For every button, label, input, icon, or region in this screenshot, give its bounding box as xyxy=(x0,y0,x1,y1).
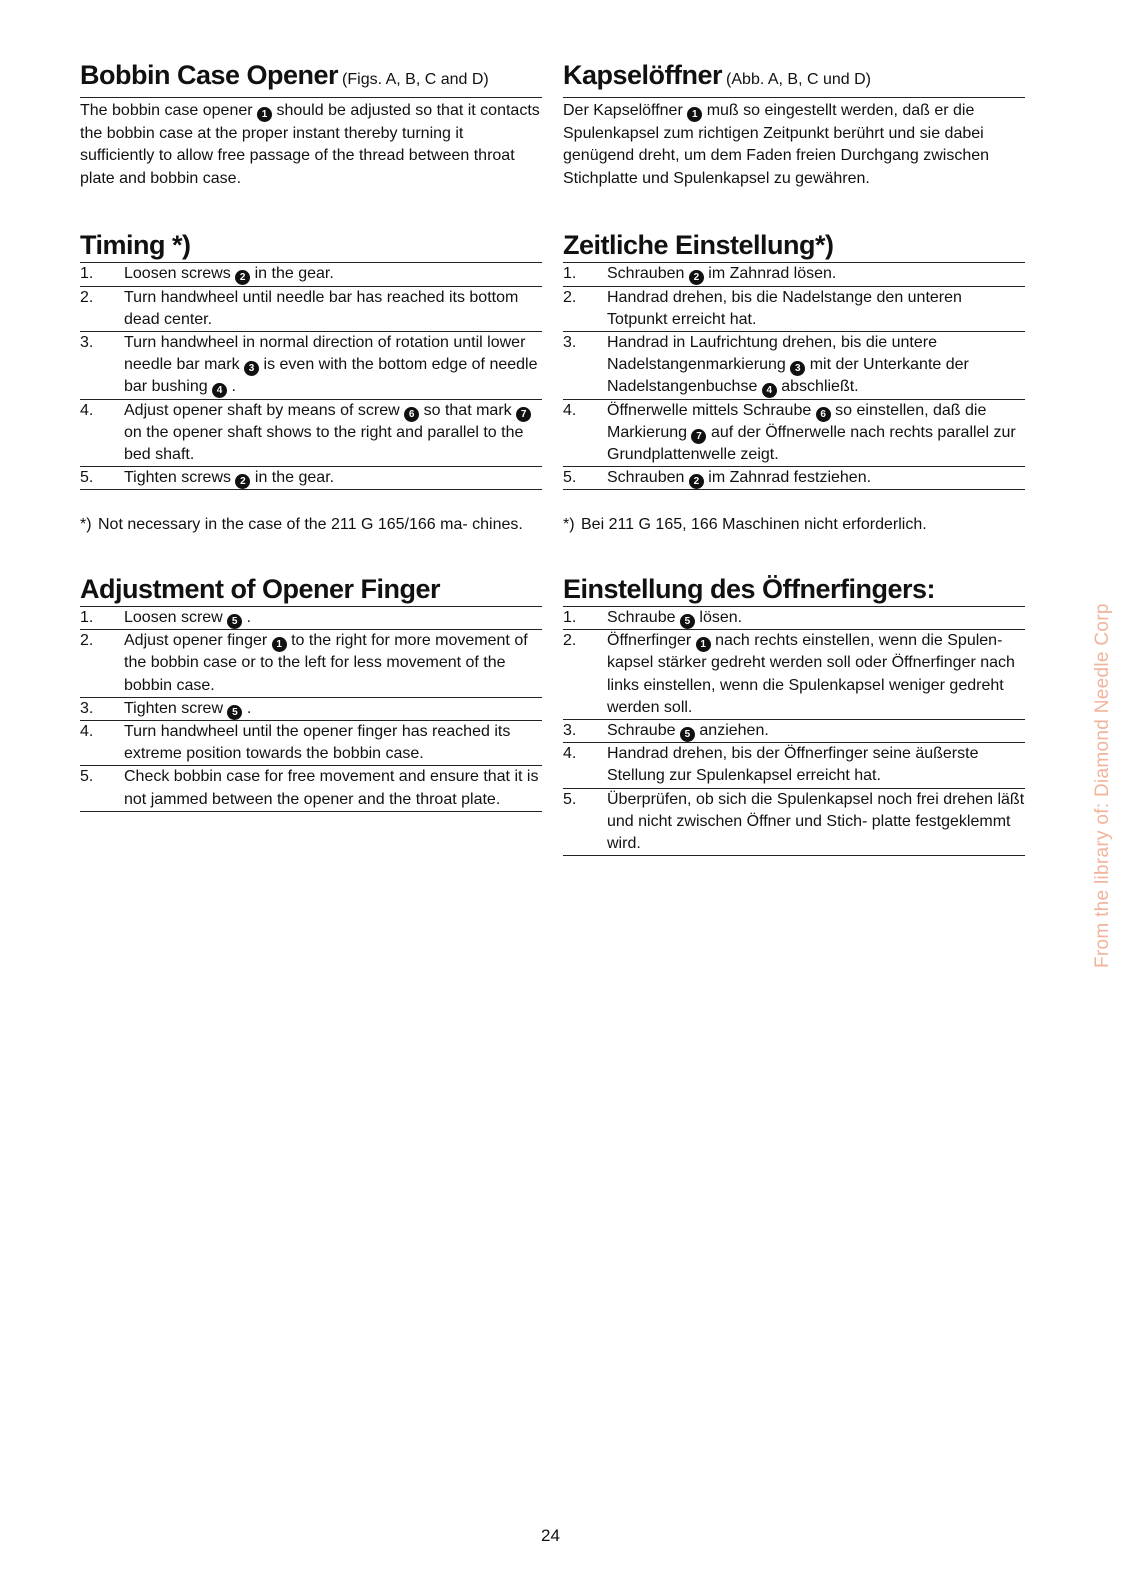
text: Schrauben xyxy=(607,265,685,283)
step-text xyxy=(124,467,542,489)
para-text: should be adjusted so that it contacts the bobbin case at the proper instant thereby turning it sufficiently to allow free passage of the thread between throat plate and bobbin case. xyxy=(80,102,540,187)
page-number: 24 xyxy=(541,1526,560,1545)
title-text: Kapselöffner xyxy=(563,60,723,90)
text: to the right for more movement of the bobbin case or to the left for less movement of the bobbin case. xyxy=(124,632,528,694)
step-row xyxy=(80,630,542,698)
para-text: Der Kapselöffner xyxy=(563,102,683,119)
title-figure-ref: (Abb. A, B, C und D) xyxy=(726,71,871,88)
step-number: 2. xyxy=(80,288,94,306)
step-row xyxy=(80,287,542,332)
step-row xyxy=(80,467,542,490)
step-text xyxy=(607,607,1025,629)
callout-2-badge: 2 xyxy=(689,474,704,489)
callout-1-badge: 1 xyxy=(272,637,287,652)
footnote-text: Not necessary in the case of the 211 G 165/166 ma- chines. xyxy=(98,516,523,534)
para-text: muß so eingestellt werden, daß er die Spulenkapsel zum richtigen Zeitpunkt berührt und sie dabei genügend dreht, um dem Faden freien Durchgang zwischen Stichplatte und Spulenkapsel zu gewähren. xyxy=(563,102,990,187)
callout-1-badge: 1 xyxy=(696,637,711,652)
title-text: Bobbin Case Opener xyxy=(80,60,339,90)
step-text: Turn handwheel until the opener finger has reached its extreme position towards the bobbin case. xyxy=(124,723,511,763)
timing-steps xyxy=(80,263,542,490)
callout-2-badge: 2 xyxy=(235,474,250,489)
callout-4-badge: 4 xyxy=(762,383,777,398)
step-row xyxy=(563,467,1025,490)
callout-6-badge: 6 xyxy=(404,407,419,422)
para-text: The bobbin case opener xyxy=(80,102,253,119)
step-number: 5. xyxy=(563,469,577,487)
step-row xyxy=(563,263,1025,286)
intro-paragraph xyxy=(563,100,1025,190)
text: so einstellen, daß die Markierung xyxy=(607,401,987,441)
step-row xyxy=(563,400,1025,468)
text: Schrauben xyxy=(607,469,685,487)
text: is even with the bottom edge of needle bar bushing xyxy=(124,356,538,396)
step-number: 4. xyxy=(563,745,577,763)
opener-finger-steps xyxy=(80,607,542,812)
step-text: Turn handwheel until needle bar has reached its bottom dead center. xyxy=(124,288,519,328)
step-row xyxy=(80,766,542,811)
text: on the opener shaft shows to the right and parallel to the bed shaft. xyxy=(124,423,524,463)
step-number: 1. xyxy=(563,265,577,283)
step-row xyxy=(80,400,542,468)
step-text xyxy=(124,263,542,285)
text: in the gear. xyxy=(254,265,334,283)
callout-7-badge: 7 xyxy=(691,429,706,444)
step-row xyxy=(80,263,542,286)
step-number: 1. xyxy=(563,609,577,626)
callout-1-badge: 1 xyxy=(687,107,702,122)
step-row xyxy=(80,607,542,630)
step-number: 3. xyxy=(80,333,94,351)
step-row xyxy=(80,332,542,400)
step-number: 4. xyxy=(80,401,94,419)
section-title-timing: Timing *) xyxy=(80,228,542,263)
footnote-text: Bei 211 G 165, 166 Maschinen nicht erforderlich. xyxy=(581,516,927,534)
text: so that mark xyxy=(423,401,512,419)
title-figure-ref: (Figs. A, B, C and D) xyxy=(342,71,489,88)
text: Schraube xyxy=(607,609,676,626)
section-title-kapseloeffner xyxy=(563,58,1025,98)
step-number: 2. xyxy=(563,632,577,650)
callout-2-badge: 2 xyxy=(689,270,704,285)
text: Loosen screws xyxy=(124,265,231,283)
step-text xyxy=(607,332,1025,399)
step-text: Handrad drehen, bis die Nadelstange den unteren Totpunkt erreicht hat. xyxy=(607,288,962,328)
step-number: 5. xyxy=(80,469,94,487)
step-number: 3. xyxy=(563,722,577,740)
text: abschließt. xyxy=(781,378,859,396)
text: Öffnerwelle mittels Schraube xyxy=(607,401,812,419)
text: mit der Unterkante der Nadelstangenbuchse xyxy=(607,356,969,396)
step-text: Handrad drehen, bis der Öffnerfinger seine äußerste Stellung zur Spulenkapsel erreicht hat. xyxy=(607,745,979,785)
text: anziehen. xyxy=(699,722,769,740)
text: Handrad in Laufrichtung drehen, bis die untere Nadelstangenmarkierung xyxy=(607,333,937,374)
text: Öffnerfinger xyxy=(607,632,692,650)
step-text xyxy=(124,400,542,467)
callout-5-badge: 5 xyxy=(227,614,242,629)
step-number: 4. xyxy=(563,401,577,419)
section-title-opener-finger: Adjustment of Opener Finger xyxy=(80,572,542,607)
text: . xyxy=(231,378,236,396)
step-text xyxy=(607,720,1025,742)
step-text xyxy=(607,400,1025,467)
text: im Zahnrad festziehen. xyxy=(708,469,872,487)
timing-steps xyxy=(563,263,1025,490)
callout-4-badge: 4 xyxy=(212,383,227,398)
callout-2-badge: 2 xyxy=(235,270,250,285)
text: Adjust opener shaft by means of screw xyxy=(124,401,400,419)
library-watermark: From the library of: Diamond Needle Corp xyxy=(1092,603,1113,968)
step-number: 2. xyxy=(80,632,94,650)
callout-5-badge: 5 xyxy=(680,727,695,742)
callout-1-badge: 1 xyxy=(257,107,272,122)
step-number: 2. xyxy=(563,288,577,306)
step-row xyxy=(563,789,1025,857)
text: lösen. xyxy=(699,609,743,626)
text: . xyxy=(246,609,252,626)
step-row xyxy=(80,698,542,721)
text: im Zahnrad lösen. xyxy=(708,265,837,283)
step-row xyxy=(563,332,1025,400)
step-row xyxy=(563,287,1025,332)
text: Adjust opener finger xyxy=(124,632,268,650)
step-text xyxy=(124,698,542,720)
text: nach rechts einstellen, wenn die Spulen- kapsel stärker gedreht werden soll oder Öffnerfinger nach links einstellen, wenn die Spulenkapsel weniger gedreht werden soll. xyxy=(607,632,1015,716)
text: Loosen screw xyxy=(124,609,223,626)
step-text xyxy=(124,332,542,399)
step-text: Überprüfen, ob sich die Spulenkapsel noch frei drehen läßt und nicht zwischen Öffner und Stich- platte festgeklemmt wird. xyxy=(607,790,1025,853)
footnote-mark: *) xyxy=(80,516,92,534)
german-column xyxy=(563,58,1025,856)
text: in the gear. xyxy=(254,469,335,487)
step-number: 1. xyxy=(80,609,94,626)
section-title-bobbin-case-opener xyxy=(80,58,542,98)
callout-3-badge: 3 xyxy=(244,361,259,376)
footnote xyxy=(80,514,542,537)
callout-3-badge: 3 xyxy=(790,361,805,376)
text: Tighten screw xyxy=(124,699,223,717)
footnote-mark: *) xyxy=(563,516,575,534)
step-text xyxy=(607,467,1025,489)
step-text xyxy=(607,630,1025,719)
step-text xyxy=(124,607,542,629)
step-row xyxy=(80,721,542,766)
intro-paragraph xyxy=(80,100,542,190)
text: Turn handwheel in normal direction of rotation until lower needle bar mark xyxy=(124,333,526,374)
english-column xyxy=(80,58,542,812)
step-number: 5. xyxy=(80,768,94,786)
footnote xyxy=(563,514,1025,537)
text: . xyxy=(246,699,252,717)
step-row xyxy=(563,630,1025,720)
callout-7-badge: 7 xyxy=(516,407,531,422)
text: Schraube xyxy=(607,722,676,740)
step-row xyxy=(563,743,1025,788)
step-row xyxy=(563,607,1025,630)
section-title-zeitliche-einstellung: Zeitliche Einstellung*) xyxy=(563,228,1025,263)
opener-finger-steps xyxy=(563,607,1025,856)
step-number: 5. xyxy=(563,790,577,808)
step-text: Check bobbin case for free movement and ensure that it is not jammed between the opener and the throat plate. xyxy=(124,768,539,808)
step-text xyxy=(124,630,542,697)
step-number: 3. xyxy=(80,699,94,717)
callout-5-badge: 5 xyxy=(227,705,242,720)
step-number: 3. xyxy=(563,333,577,351)
text: auf der Öffnerwelle nach rechts parallel zur Grundplattenwelle zeigt. xyxy=(607,423,1016,463)
section-title-oeffnerfinger: Einstellung des Öffnerfingers: xyxy=(563,572,1025,607)
callout-5-badge: 5 xyxy=(680,614,695,629)
step-row xyxy=(563,720,1025,743)
step-text xyxy=(607,263,1025,285)
text: Tighten screws xyxy=(124,469,231,487)
step-number: 1. xyxy=(80,265,94,283)
callout-6-badge: 6 xyxy=(816,407,831,422)
step-number: 4. xyxy=(80,723,94,741)
